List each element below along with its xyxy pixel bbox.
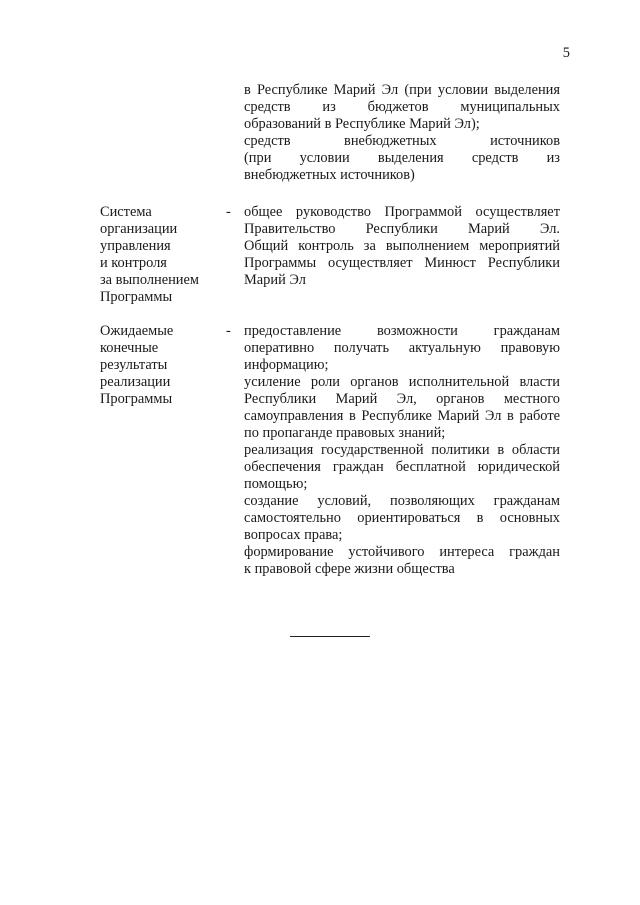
- label-line: организации: [100, 221, 178, 237]
- text-line: средств внебюджетных источников: [244, 133, 560, 149]
- text-line: помощью;: [244, 476, 308, 492]
- text-line: оперативно получать актуальную правовую: [244, 340, 560, 356]
- row-content: [244, 323, 560, 578]
- text-line: в Республике Марий Эл (при условии выделения: [244, 82, 560, 98]
- text-line: Марий Эл: [244, 272, 306, 288]
- text-line: самостоятельно ориентироваться в основных: [244, 510, 560, 526]
- text-line: вопросах права;: [244, 527, 343, 543]
- text-line: создание условий, позволяющих гражданам: [244, 493, 560, 509]
- text-line: Правительство Республики Марий Эл.: [244, 221, 560, 237]
- text-line: средств из бюджетов муниципальных: [244, 99, 560, 115]
- label-line: и контроля: [100, 255, 167, 271]
- text-line: самоуправления в Республике Марий Эл в работе: [244, 408, 560, 424]
- label-line: Программы: [100, 391, 173, 407]
- page-number: 5: [562, 45, 570, 61]
- label-line: Программы: [100, 289, 173, 305]
- text-line: (при условии выделения средств из: [244, 150, 560, 166]
- label-line: результаты: [100, 357, 168, 373]
- text-line: по пропаганде правовых знаний;: [244, 425, 446, 441]
- label-line: управления: [100, 238, 171, 254]
- text-line: информацию;: [244, 357, 329, 373]
- text-line: обеспечения граждан бесплатной юридической: [244, 459, 560, 475]
- label-line: реализации: [100, 374, 171, 390]
- row-content: [244, 204, 560, 289]
- label-line: Система: [100, 204, 152, 220]
- text-line: к правовой сфере жизни общества: [244, 561, 455, 577]
- row-dash: -: [226, 323, 231, 339]
- text-line: усиление роли органов исполнительной власти: [244, 374, 560, 390]
- text-line: образований в Республике Марий Эл);: [244, 116, 480, 132]
- text-line: реализация государственной политики в области: [244, 442, 560, 458]
- label-line: конечные: [100, 340, 159, 356]
- label-line: за выполнением: [100, 272, 200, 288]
- label-line: Ожидаемые: [100, 323, 174, 339]
- text-line: Общий контроль за выполнением мероприятий: [244, 238, 560, 254]
- row-dash: -: [226, 204, 231, 220]
- text-line: общее руководство Программой осуществляет: [244, 204, 560, 220]
- text-line: формирование устойчивого интереса граждан: [244, 544, 560, 560]
- row-label: [100, 323, 220, 408]
- row-label: [100, 204, 220, 306]
- closing-rule: [290, 636, 370, 637]
- text-line: предоставление возможности гражданам: [244, 323, 560, 339]
- funding-sources-continuation: [244, 82, 560, 184]
- text-line: Программы осуществляет Минюст Республики: [244, 255, 560, 271]
- text-line: внебюджетных источников): [244, 167, 415, 183]
- text-line: Республики Марий Эл, органов местного: [244, 391, 560, 407]
